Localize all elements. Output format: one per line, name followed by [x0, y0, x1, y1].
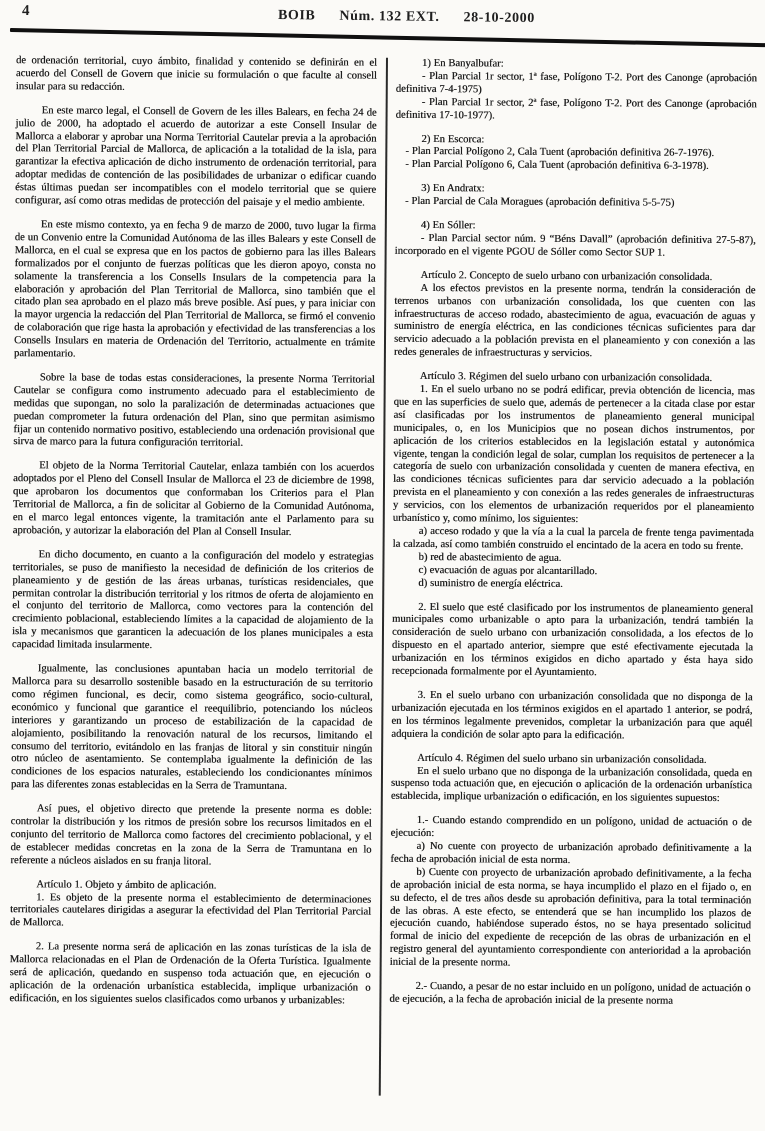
paragraph: 2. La presente norma será de aplicación en las zonas turísticas de la isla de Mallorca relacionadas en el Plan de Ordenación de la Oferta Turística. Igualmente será de aplicación, quedando en suspenso toda actuación que, en ejecución o aplicación de la ordenación urbanística establecida, implique urbanización o edificación, en los siguientes suelos clasificados como urbanos y urbanizables:	[9, 941, 371, 1007]
paragraph: b) red de abastecimiento de agua.	[418, 551, 562, 564]
paragraph: 2) En Escorca:	[421, 133, 485, 145]
paragraph: d) suministro de energía eléctrica.	[418, 577, 563, 590]
paragraph: - Plan Parcial Polígono 2, Cala Tuent (aprobación definitiva 26-7-1976).	[405, 146, 715, 160]
paragraph: El objeto de la Norma Territorial Cautelar, enlaza también con los acuerdos adoptados por el Pleno del Consell Insular de Mallorca el 23 de diciembre de 1998, que aprobaron los documentos que conformaban los Criterios para el Plan Territorial de Mallorca, a fin de solicitar al Gobierno de la Comunidad Autónoma, en el marco legal entonces vigente, la tramitación ante el Parlamento para su aprobación, y autorizar la elaboración del Plan al Consell Insular.	[12, 460, 375, 538]
paragraph: - Plan Parcial sector núm. 9 “Béns Davall” (aprobación definitiva 27-5-87), incorporado en el vigente PGOU de Sóller como Sector SUP 1.	[394, 232, 756, 259]
paragraph: Sobre la base de todas estas consideraciones, la presente Norma Territorial Cautelar se configura como instrumento adecuado para el establecimiento de medidas que supongan, no solo la paralización de determinadas actuaciones que puedan comprometer la futura ordenación del Plan, sino que permitan asimismo fijar un contenido normativo positivo, estableciendo una ordenación provisional que sirva de marco para la futura configuración territorial.	[13, 372, 375, 450]
paragraph: Artículo 4. Régimen del suelo urbano sin urbanización consolidada.	[417, 752, 707, 766]
paragraph: 1) En Banyalbufar:	[421, 57, 504, 70]
page-header	[278, 8, 535, 27]
issue-date: 28-10-2000	[463, 10, 535, 27]
left-column	[9, 55, 377, 1008]
paragraph: 4) En Sóller:	[420, 220, 476, 232]
paragraph: - Plan Parcial 1r sector, 2ª fase, Polígono T-2. Port des Canonge (aprobación definitiva 17-10-1977).	[395, 96, 757, 122]
journal-title: BOIB	[277, 8, 316, 24]
paragraph: Artículo 2. Concepto de suelo urbano con urbanización consolidada.	[420, 269, 713, 283]
paragraph: c) evacuación de aguas por alcantarillado.	[418, 564, 598, 577]
paragraph: 2. El suelo que esté clasificado por los instrumentos de planeamiento general municipales como urbanizable o apto para la urbanización, tendrá también la consideración de suelo urbano con urbanización consolidada, a los efectos de lo dispuesto en el apartado anterior, siempre que esté efectivamente ejecutada la urbanización en los términos exigidos en dicho apartado y ésta haya sido recepcionada formalmente por el Ayuntamiento.	[391, 601, 754, 679]
paragraph: Artículo 1. Objeto y ámbito de aplicación.	[36, 878, 217, 892]
header-rule	[10, 28, 765, 48]
paragraph: - Plan Parcial 1r sector, 1ª fase, Polígono T-2. Port des Canonge (aprobación definitiva 7-4-1975)	[395, 70, 757, 96]
paragraph: 1. Es objeto de la presente norma el establecimiento de determinaciones territoriales cautelares dirigidas a asegurar la efectividad del Plan Territorial Parcial de Mallorca.	[9, 891, 372, 929]
paragraph: 2.- Cuando, a pesar de no estar incluido en un polígono, unidad de actuación o de ejecución, a la fecha de aprobación inicial de la presente norma	[389, 981, 751, 1007]
paragraph: En el suelo urbano que no disponga de la urbanización consolidada, queda en suspenso toda actuación que, en ejecución o aplicación de la ordenación urbanística establecida, implique urbanización o edificación, en los siguientes supuestos:	[390, 765, 753, 805]
paragraph: de ordenación territorial, cuyo ámbito, finalidad y contenido se definirán en el acuerdo del Consell de Govern que inicie su formulación o que faculte al consell insular para su redacción.	[15, 55, 377, 93]
paragraph: Así pues, el objetivo directo que pretende la presente norma es doble: controlar la distribución y los ritmos de presión sobre los recursos limitados en el conjunto del territorio de Mallorca como factores del crecimiento poblacional, y el de establecer medidas concretas en la zona de la Serra de Tramuntana en lo referente a núcleos aislados en su franja litoral.	[10, 803, 372, 868]
paragraph: A los efectos previstos en la presente norma, tendrán la consideración de terrenos urbanos con urbanización consolidada, los que cuenten con las infraestructuras de acceso rodado, abastecimiento de agua, evacuación de aguas y suministro de energía eléctrica, en las condiciones técnicas suficientes para dar servicio adecuado a la población prevista en el planeamiento y con conexión a las redes generales de infraestructuras y servicios.	[393, 282, 756, 360]
paragraph: Igualmente, las conclusiones apuntaban hacia un modelo territorial de Mallorca para su desarrollo sostenible basado en la estructuración de su territorio como régimen funcional, es decir, como sistema geográfico, socio-cultural, económico y funcional que garantice el reequilibrio, potenciando los núcleos interiores y garantizando un proceso de estabilización de la capacidad de alojamiento, posibilitando la renovación natural de los recursos, limitando el consumo del territorio, evitándolo en las franjas de litoral y sin constituir ningún otro núcleo de asentamiento. Se contemplaba igualmente la definición de las condiciones de los espacios naturales, estableciendo los condicionantes mínimos para las diferentes zonas establecidas en la Serra de Tramuntana.	[10, 663, 373, 793]
paragraph: 3) En Andratx:	[421, 183, 485, 195]
paragraph: - Plan Parcial de Cala Moragues (aprobación definitiva 5-5-75)	[404, 195, 675, 209]
paragraph: b) Cuente con proyecto de urbanización aprobado definitivamente, a la fecha de aprobación inicial de esta norma, se haya incumplido el plazo en el fijado o, en su defecto, el de tres años desde su aprobación definitiva, para la total terminación de las obras. A este efecto, se entenderá que se han incumplido los plazos de ejecución cuando, habiéndose superado éstos, no se haya presentado solicitud formal de inicio del expediente de recepción de las obras de urbanización en el registro general del ayuntamiento correspondiente con anterioridad a la aprobación inicial de la presente norma.	[389, 866, 752, 969]
right-column	[389, 58, 757, 1009]
paragraph: a) acceso rodado y que la vía a la cual la parcela de frente tenga pavimentada la calzada, así como también construido el encintado de la acera en todo su frente.	[392, 525, 754, 553]
page-body	[0, 55, 765, 1007]
paragraph: a) No cuente con proyecto de urbanización aprobado definitivamente a la fecha de aprobación inicial de esta norma.	[390, 840, 752, 866]
paragraph: 1. En el suelo urbano no se podrá edificar, previa obtención de licencia, mas que en las superficies de suelo que, además de pertenecer a la citada clase por estar así clasificadas por los instrumentos de planeamiento general municipal municipales, o, en los Municipios que no posean dichos instrumentos, por aplicación de los criterios establecidos en la legislación estatal y autonómica vigente, tengan la condición legal de solar, cumplan los requisitos de pertenecer a la categoría de suelo con urbanización consolidada y cuenten de manera efectiva, en las condiciones técnicas suficientes para dar servicio adecuado a la población prevista en el planeamiento y con conexión a las redes generales de infraestructuras y servicios, con los elementos de urbanización requeridos por el planeamiento urbanístico y, como mínimo, los siguientes:	[392, 383, 755, 526]
column-divider	[379, 58, 388, 1096]
paragraph: 1.- Cuando estando comprendido en un polígono, unidad de actuación o de ejecución:	[390, 815, 752, 840]
paragraph: - Plan Parcial Polígono 6, Cala Tuent (aprobación definitiva 6-3-1978).	[405, 159, 709, 173]
paragraph: Artículo 3. Régimen del suelo urbano con urbanización consolidada.	[419, 371, 713, 385]
paragraph: En este mismo contexto, ya en fecha 9 de marzo de 2000, tuvo lugar la firma de un Convenio entre la Comunidad Autónoma de las illes Balears y este Consell de Mallorca, en el cual se expresa que en los pactos de gobierno para las illes Balears formalizados por el conjunto de fuerzas políticas que les dieron apoyo, consta no solamente la transferencia a los Consells Insulars de la competencia para la elaboración y aprobación del Plan Territorial de Mallorca, sino también que el citado plan sea aprobado en el plazo más breve posible. Así pues, y para iniciar con la mayor urgencia la redacción del Plan Territorial de Mallorca, se firmó el convenio de colaboración que rige hasta la aprobación y efectividad de las transferencias a los Consells Insulars en materia de Ordenación del Territorio, actualmente en trámite parlamentario.	[13, 219, 376, 360]
paragraph: En dicho documento, en cuanto a la configuración del modelo y estrategias territoriales, se puso de manifiesto la necesidad de definición de los criterios de planeamiento y de gestión de las áreas urbanas, turísticas residenciales, que permitan controlar la distribución territorial y los ritmos de oferta de alojamiento en el conjunto del territorio de Mallorca, como vectores para la contención del crecimiento poblacional, estableciendo límites a la capacidad de alojamiento de la isla y mecanismos que garanticen la adecuación de los planes municipales a esta capacidad limitada insularmente.	[11, 549, 374, 652]
paragraph: En este marco legal, el Consell de Govern de les illes Balears, en fecha 24 de julio de 2000, ha adoptado el acuerdo de autorizar a este Consell Insular de Mallorca a elaborar y aprobar una Norma Territorial Cautelar previa a la aprobación del Plan Territorial Parcial de Mallorca, de aplicación a la totalidad de la isla, para garantizar la efectiva aplicación de dicho instrumento de ordenación territorial, para adoptar medidas de contención de las posibilidades de urbanizar o edificar cuando éstas últimas puedan ser incompatibles con el modelo territorial que se quiere configurar, así como otras medidas de protección del paisaje y el medio ambiente.	[14, 105, 377, 209]
page-number: 4	[21, 2, 30, 20]
paragraph: 3. En el suelo urbano con urbanización consolidada que no disponga de la urbanización ejecutada en los términos exigidos en el apartado 1 anterior, se podrá, en los términos legalmente prevenidos, completar la urbanización para que aquél adquiera la condición de solar apto para la edificación.	[391, 689, 753, 742]
issue-number: Núm. 132 EXT.	[339, 8, 440, 25]
